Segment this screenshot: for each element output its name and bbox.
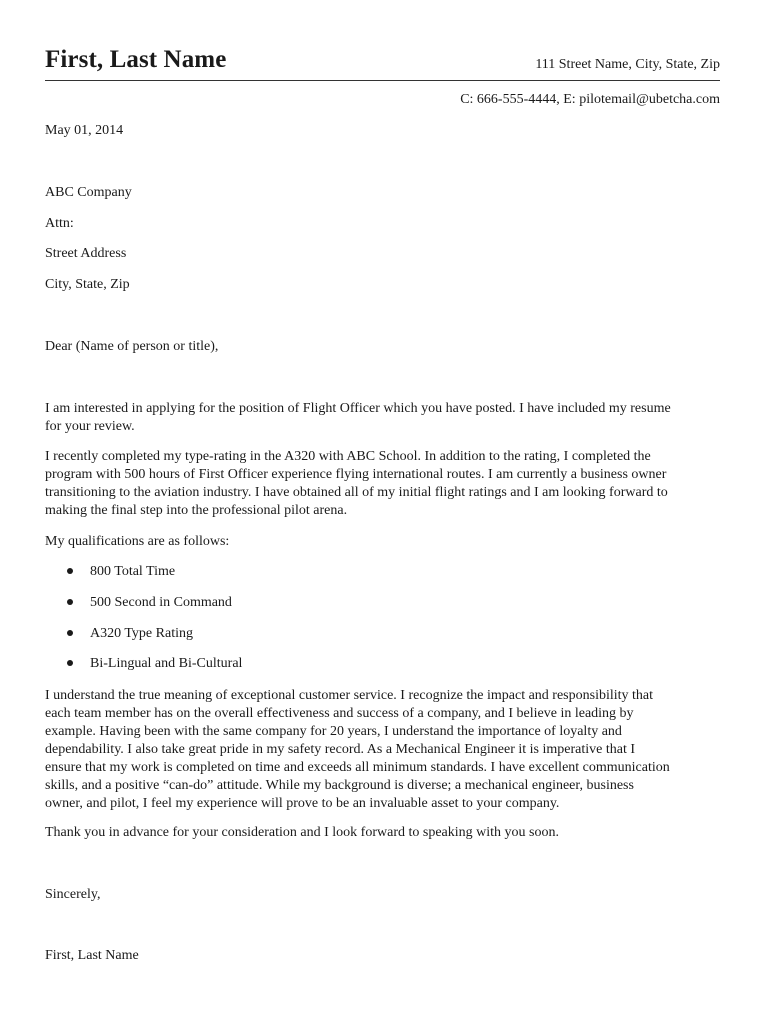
recipient-street: Street Address <box>45 246 127 261</box>
qualification-item <box>67 564 175 580</box>
bullet-icon <box>67 568 73 574</box>
qualification-text: 500 Second in Command <box>90 595 232 610</box>
bullet-icon <box>67 599 73 605</box>
recipient-company: ABC Company <box>45 185 132 200</box>
experience-line: I recently completed my type-rating in the A320 with ABC School. In addition to the rating, I completed the <box>45 449 651 464</box>
experience-line: program with 500 hours of First Officer experience flying international routes. I am currently a business owner <box>45 467 667 482</box>
intro-paragraph <box>45 400 725 436</box>
qualification-item <box>67 595 232 611</box>
qualification-text: 800 Total Time <box>90 564 176 579</box>
service-line: example. Having been with the same company for 20 years, I understand the importance of loyalty and <box>45 724 622 739</box>
bullet-icon <box>67 660 73 666</box>
signoff: Sincerely, <box>45 887 101 902</box>
service-line: dependability. I also take great pride in my safety record. As a Mechanical Engineer it is imperative that I <box>45 742 635 757</box>
experience-paragraph <box>45 448 725 520</box>
service-line: ensure that my work is completed on time and exceeds all minimum standards. I have excellent communication <box>45 760 670 775</box>
intro-line: for your review. <box>45 419 135 434</box>
bullet-icon <box>67 630 73 636</box>
experience-line: making the final step into the professional pilot arena. <box>45 503 348 518</box>
service-line: each team member has on the overall effectiveness and success of a company, and I believe in leading by <box>45 706 634 721</box>
recipient-city: City, State, Zip <box>45 277 130 292</box>
signature-name: First, Last Name <box>45 948 139 963</box>
experience-line: transitioning to the aviation industry. I have obtained all of my initial flight ratings and I am looking forward to <box>45 485 668 500</box>
service-line: skills, and a positive “can-do” attitude. While my background is diverse; a mechanical engineer, business <box>45 778 634 793</box>
qualifications-intro: My qualifications are as follows: <box>45 534 230 549</box>
sender-name: First, Last Name <box>45 46 227 73</box>
letter-date: May 01, 2014 <box>45 123 124 138</box>
qualification-item <box>67 626 193 642</box>
intro-line: I am interested in applying for the position of Flight Officer which you have posted. I have included my resume <box>45 401 671 416</box>
qualification-text: Bi-Lingual and Bi-Cultural <box>90 656 243 671</box>
sender-contact: C: 666-555-4444, E: pilotemail@ubetcha.com <box>460 92 720 107</box>
sender-address: 111 Street Name, City, State, Zip <box>535 57 720 72</box>
recipient-attn: Attn: <box>45 216 74 231</box>
service-line: owner, and pilot, I feel my experience will prove to be an invaluable asset to your company. <box>45 796 560 811</box>
salutation: Dear (Name of person or title), <box>45 339 219 354</box>
service-line: I understand the true meaning of exceptional customer service. I recognize the impact and responsibility that <box>45 688 654 703</box>
header-divider <box>45 80 720 81</box>
closing-paragraph: Thank you in advance for your consideration and I look forward to speaking with you soon. <box>45 825 559 840</box>
qualification-item <box>67 656 242 672</box>
qualification-text: A320 Type Rating <box>90 626 193 641</box>
service-paragraph <box>45 687 725 813</box>
